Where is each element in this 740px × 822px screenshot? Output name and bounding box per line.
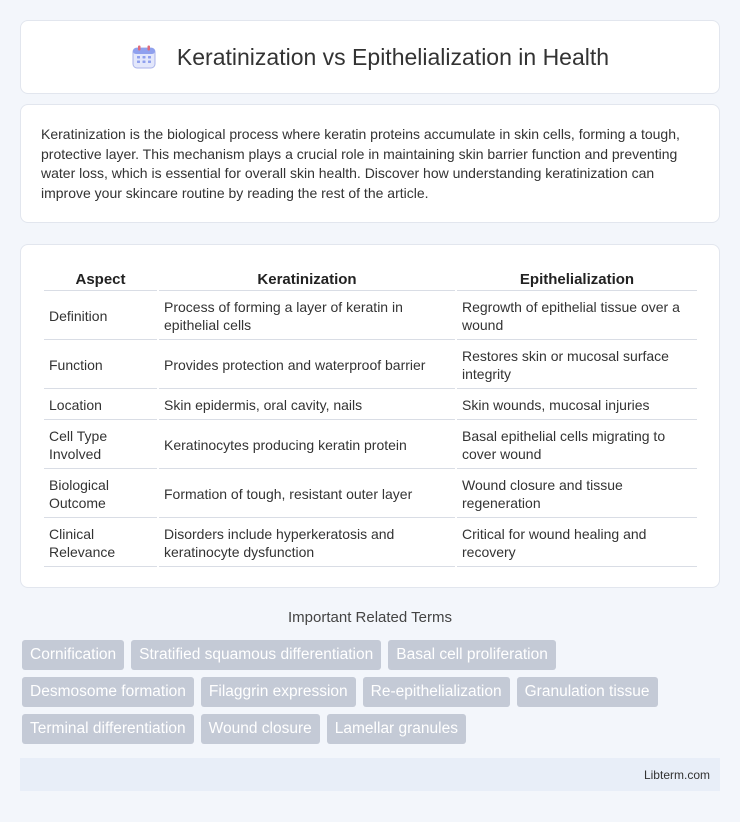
cell-epithelialization: Regrowth of epithelial tissue over a wound [457,293,697,340]
cell-epithelialization: Wound closure and tissue regeneration [457,471,697,518]
header-epithelialization: Epithelialization [457,267,697,291]
tag-terminal-differentiation[interactable]: Terminal differentiation [22,714,194,744]
cell-epithelialization: Skin wounds, mucosal injuries [457,391,697,420]
table-header-row [44,267,697,291]
tag-basal-cell-proliferation[interactable]: Basal cell proliferation [388,640,556,670]
cell-keratinization: Provides protection and waterproof barrier [159,342,455,389]
tag-filaggrin-expression[interactable]: Filaggrin expression [201,677,356,707]
intro-text: Keratinization is the biological process where keratin proteins accumulate in skin cells, forming a tough, protective layer. This mechanism plays a crucial role in maintaining skin barrier function and preventing water loss, which is essential for overall skin health. Discover how understanding keratinization can improve your skincare routine by reading the rest of the article. [41,126,680,201]
header-aspect: Aspect [44,267,157,291]
cell-aspect: Clinical Relevance [44,520,157,567]
table-row [44,471,697,518]
cell-aspect: Cell Type Involved [44,422,157,469]
cell-epithelialization: Restores skin or mucosal surface integrity [457,342,697,389]
comparison-table-card [20,244,720,588]
tag-wound-closure[interactable]: Wound closure [201,714,320,744]
comparison-table [42,265,699,569]
table-row [44,391,697,420]
tag-cornification[interactable]: Cornification [22,640,124,670]
cell-aspect: Function [44,342,157,389]
footer [20,758,720,791]
table-row [44,520,697,567]
cell-keratinization: Skin epidermis, oral cavity, nails [159,391,455,420]
tag-stratified-squamous-differentiation[interactable]: Stratified squamous differentiation [131,640,381,670]
cell-aspect: Definition [44,293,157,340]
cell-keratinization: Disorders include hyperkeratosis and keratinocyte dysfunction [159,520,455,567]
cell-epithelialization: Basal epithelial cells migrating to cover wound [457,422,697,469]
related-terms-title: Important Related Terms [288,609,452,626]
calendar-icon [131,44,157,70]
tag-re-epithelialization[interactable]: Re-epithelialization [363,677,510,707]
table-row [44,422,697,469]
tag-desmosome-formation[interactable]: Desmosome formation [22,677,194,707]
cell-epithelialization: Critical for wound healing and recovery [457,520,697,567]
cell-keratinization: Process of forming a layer of keratin in epithelial cells [159,293,455,340]
tag-granulation-tissue[interactable]: Granulation tissue [517,677,658,707]
cell-keratinization: Formation of tough, resistant outer layer [159,471,455,518]
table-row [44,342,697,389]
footer-site-link[interactable]: Libterm.com [643,767,710,782]
header-card [20,20,720,94]
page-title: Keratinization vs Epithelialization in Health [176,43,610,70]
header-keratinization: Keratinization [159,267,455,291]
cell-aspect: Biological Outcome [44,471,157,518]
intro-card [20,104,720,223]
cell-keratinization: Keratinocytes producing keratin protein [159,422,455,469]
related-terms-tags [22,640,722,744]
table-row [44,293,697,340]
cell-aspect: Location [44,391,157,420]
tag-lamellar-granules[interactable]: Lamellar granules [327,714,466,744]
